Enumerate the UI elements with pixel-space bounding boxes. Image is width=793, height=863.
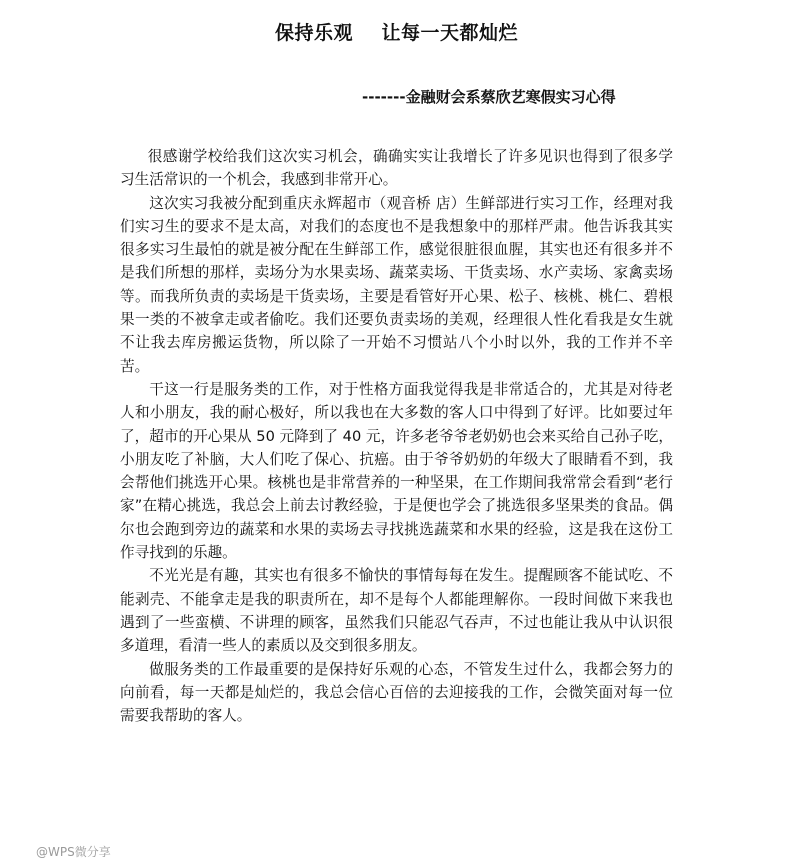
paragraph-3: 干这一行是服务类的工作，对于性格方面我觉得我是非常适合的，尤其是对待老人和小朋友，我的耐心极好，所以我也在大多数的客人口中得到了好评。比如要过年了，超市的开心果从 50 元降到了 40 元，许多老爷爷老奶奶也会来买给自己孙子吃，小朋友吃了补脑，大人们吃了保心、抗癌。由于爷爷奶奶的年级大了眼睛看不到，我会帮他们挑选开心果。核桃也是非常营养的一种坚果，在工作期间我常常会看到“老行家”在精心挑选，我总会上前去讨教经验，于是便也学会了挑选很多坚果类的食品。偶尔也会跑到旁边的蔬菜和水果的卖场去寻找挑选蔬菜和水果的经验，这是我在这份工作寻找到的乐趣。 xyxy=(120,380,673,562)
document-body xyxy=(120,145,673,727)
paragraph-2: 这次实习我被分配到重庆永辉超市（观音桥 店）生鲜部进行实习工作，经理对我们实习生的要求不是太高，对我们的态度也不是我想象中的那样严肃。他告诉我其实很多实习生最怕的就是被分配在生鲜部工作，感觉很脏很血腥，其实也还有很多并不是我们所想的那样，卖场分为水果卖场、蔬菜卖场、干货卖场、水产卖场、家禽卖场等。而我所负责的卖场是干货卖场，主要是看管好开心果、松子、核桃、桃仁、碧根果一类的不被拿走或者偷吃。我们还要负责卖场的美观，经理很人性化看我是女生就不让我去库房搬运货物，所以除了一开始不习惯站八个小时以外，我的工作并不辛苦。 xyxy=(120,194,673,375)
paragraph-4: 不光光是有趣，其实也有很多不愉快的事情每每在发生。提醒顾客不能试吃、不能剥壳、不能拿走是我的职责所在，却不是每个人都能理解你。一段时间做下来我也遇到了一些蛮横、不讲理的顾客，虽然我们只能忍气吞声，不过也能让我从中认识很多道理，看清一些人的素质以及交到很多朋友。 xyxy=(120,567,673,655)
paragraph-5: 做服务类的工作最重要的是保持好乐观的心态，不管发生过什么，我都会努力的向前看，每一天都是灿烂的，我总会信心百倍的去迎接我的工作，会微笑面对每一位需要我帮助的客人。 xyxy=(120,660,673,725)
document-title: 保持乐观 让每一天都灿烂 xyxy=(275,22,518,44)
wps-watermark: @WPS微分享 xyxy=(36,845,111,859)
paragraph-1: 很感谢学校给我们这次实习机会，确确实实让我增长了许多见识也得到了很多学习生活常识的一个机会，我感到非常开心。 xyxy=(120,148,673,189)
document-byline: -------金融财会系蔡欣艺寒假实习心得 xyxy=(362,88,616,106)
